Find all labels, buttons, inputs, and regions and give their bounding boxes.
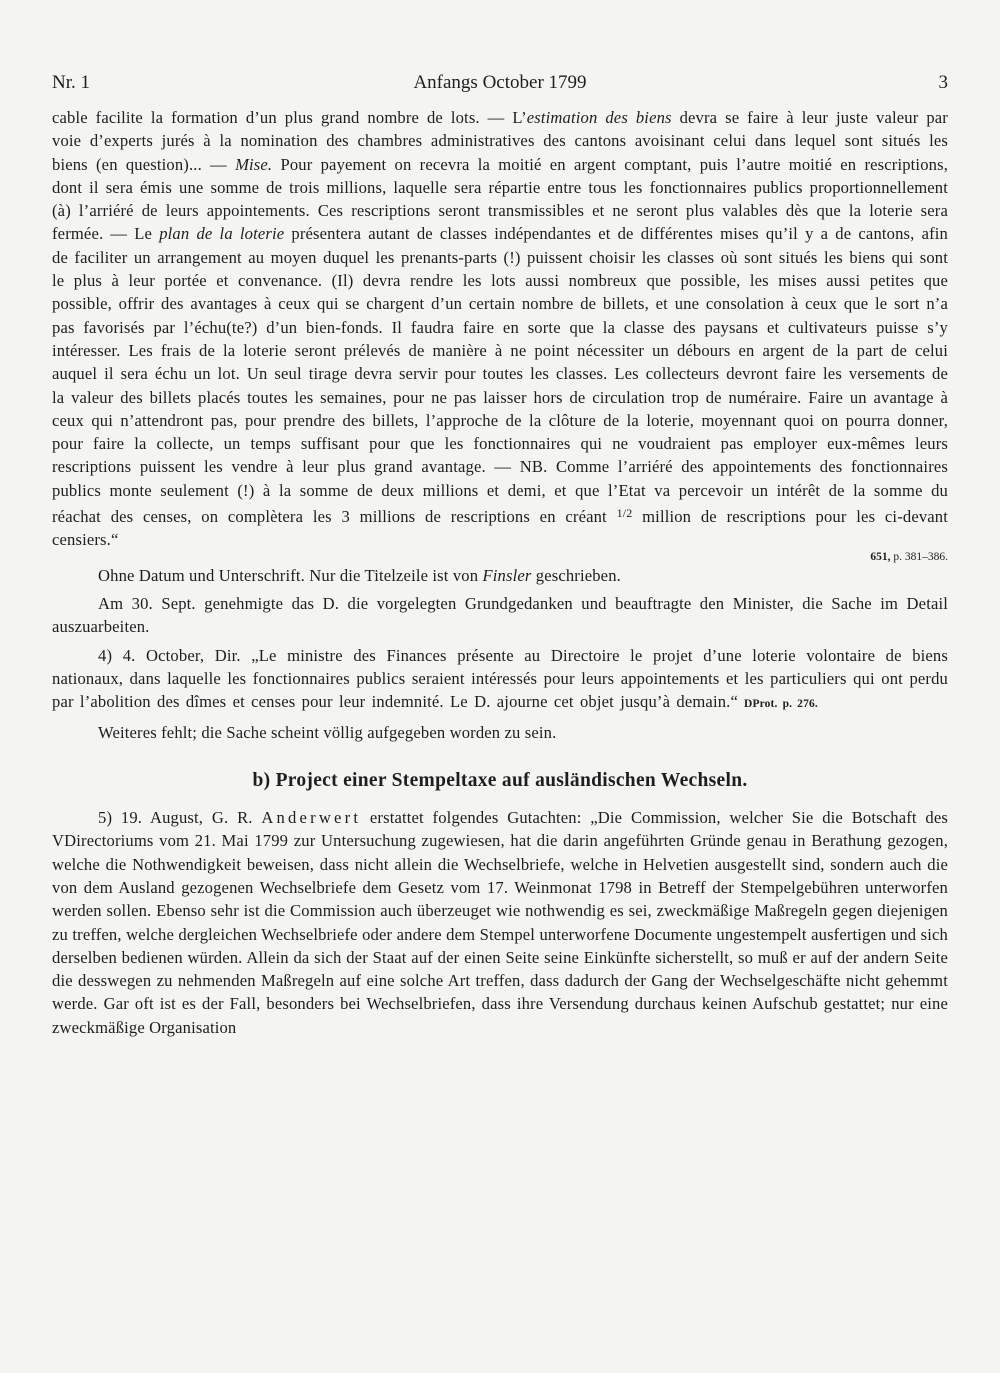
text-run: Ohne Datum und Unterschrift. Nur die Titelzeile ist von bbox=[98, 565, 483, 585]
italic-term: plan de la loterie bbox=[159, 224, 285, 244]
running-head bbox=[52, 72, 948, 106]
text-run: million de rescriptions pour les ci-devant censiers.“ bbox=[52, 507, 949, 550]
paragraph-stamp-tax-report bbox=[52, 806, 948, 1039]
paragraph-note bbox=[52, 564, 948, 587]
page-number: 3 bbox=[938, 72, 948, 93]
text-run: geschrieben. bbox=[531, 565, 621, 585]
text-run: devra se faire à leur juste valeur par voie d’experts jurés à la nomination des chambres administratives des cantons avoisinant celui dans lequel sont situés les biens (en question)... — bbox=[52, 108, 948, 174]
source-pages: p. 381–386. bbox=[890, 550, 948, 563]
source-citation bbox=[52, 550, 948, 564]
text-run: Pour payement on recevra la moitié en argent comptant, puis l’autre moitié en rescriptions, dont il sera émis une somme de trois millions, laquelle sera répartie entre tous les fonctionnaires publics proportionnellement (à) l’arriéré de leurs appointements. Ces rescriptions seront transmissibles et ne seront plus valables dès que la loterie sera fermée. — Le bbox=[52, 154, 948, 244]
spaced-name: Anderwert bbox=[261, 808, 362, 828]
text-run: 5) 19. August, G. R. bbox=[98, 808, 262, 828]
text-run: cable facilite la formation d’un plus grand nombre de lots. — L’ bbox=[52, 108, 527, 127]
running-title: Anfangs October 1799 bbox=[413, 72, 587, 93]
fraction: 1/2 bbox=[616, 506, 633, 521]
text-run: 4) 4. October, Dir. „Le ministre des Finances présente au Directoire le projet d’une loterie volontaire de biens nationaux, dans laquelle les fonctionnaires publics seraient intéressés pour leurs appointements et les particuliers qui ont perdu par l’abolition des dîmes et censes pour leur indemnité. Le D. ajourne cet objet jusqu’à demain.“ bbox=[52, 645, 948, 712]
italic-term: estimation des biens bbox=[526, 108, 672, 127]
section-heading: b) Project einer Stempeltaxe auf ausländischen Wechseln. bbox=[252, 769, 748, 791]
paragraph-lottery-plan bbox=[52, 106, 948, 552]
paragraph-approval: Am 30. Sept. genehmigte das D. die vorgelegten Grundgedanken und beauftragte den Minister, die Sache im Detail auszuarbeiten. bbox=[52, 593, 948, 637]
body-text bbox=[52, 106, 948, 1039]
text-run: erstattet folgendes Gutachten: „Die Commission, welcher Sie die Botschaft des VDirectoriums vom 21. Mai 1799 zur Untersuchung zugewiesen, hat die darin angeführten Gründe genau in Berathung gezogen, welche die Nothwendigkeit beweisen, dass nicht allein die Wechselbriefe, welche in Helvetien ausgestellt sind, sondern auch die von dem Ausland gezogenen Wechselbriefe dem Gesetz vom 17. Weinmonat 1798 in Betreff der Stempelgebühren unterworfen werden sollen. Ebenso sehr ist die Commission auch überzeuget wie nothwendig es sei, zweckmäßige Maßregeln gegen diejenigen zu treffen, welche dergleichen Wechselbriefe oder andere dem Stempel unterworfene Documente ungestempelt ausfertigen und sich derselben bedienen würden. Allein da sich der Staat auf der einen Seite seine Einkünfte sicherstellt, so muß er auf der andern Seite die desswegen zu nehmenden Maßregeln auf eine solche Art treffen, dass dadurch der Gang der Wechselgeschäfte nicht gehemmt werde. Gar oft ist es der Fall, besonders bei Wechselbriefen, dass ihre Versendung durchaus keinen Aufschub gestattet; nur eine zweckmäßige Organisation bbox=[52, 808, 949, 1037]
paragraph-conclusion: Weiteres fehlt; die Sache scheint völlig aufgegeben worden zu sein. bbox=[98, 723, 557, 743]
document-number: Nr. 1 bbox=[52, 72, 90, 93]
italic-term: Mise. bbox=[235, 154, 273, 174]
text-run: présentera autant de classes indépendantes et de différentes mises qu’il y a de cantons, afin de faciliter un arrangement au moyen duquel les prenants-parts (!) puissent choisir les classes où sont situés les biens qui sont le plus à leur portée et convenance. (Il) devra rendre les lots aussi nombreux que possible, les mises aussi petites que possible, offrir des avantages à ceux qui se chargent d’un certain nombre de billets, et une consolation à ceux que le sort n’a pas favorisés par l’échu(te?) d’un bien-fonds. Il faudra faire en sorte que la classe des paysans et cultivateurs puisse s’y intéresser. Les frais de la loterie seront prélevés de manière à ne point nécessiter un débours en argent de la part de celui auquel il sera échu un lot. Un seul tirage devra servir pour toutes les classes. Les collecteurs devront faire les versements de la valeur des billets placés toutes les semaines, pour ne pas laisser hors de circulation trop de numéraire. Faire un avantage à ceux qui n’attendront pas, pour prendre des billets, l’approche de la clôture de la loterie, moyennant quoi on pourra donner, pour faire la collecte, un temps suffisant pour que les fonctionnaires qui ne voudraient pas employer eux-mêmes leurs rescriptions puissent les vendre à leur plus grand avantage. — NB. Comme l’arriéré des appointements des fonctionnaires publics monte seulement (!) à la somme de deux millions et demi, et que l’Etat va percevoir un intérêt de la somme du réachat des censes, on complètera les 3 millions de rescriptions en créant bbox=[52, 224, 948, 527]
source-volume: 651, bbox=[870, 550, 891, 563]
italic-name: Finsler bbox=[482, 565, 532, 585]
paragraph-directory-minute bbox=[52, 644, 948, 717]
source-citation: DProt. p. 276. bbox=[743, 698, 818, 711]
